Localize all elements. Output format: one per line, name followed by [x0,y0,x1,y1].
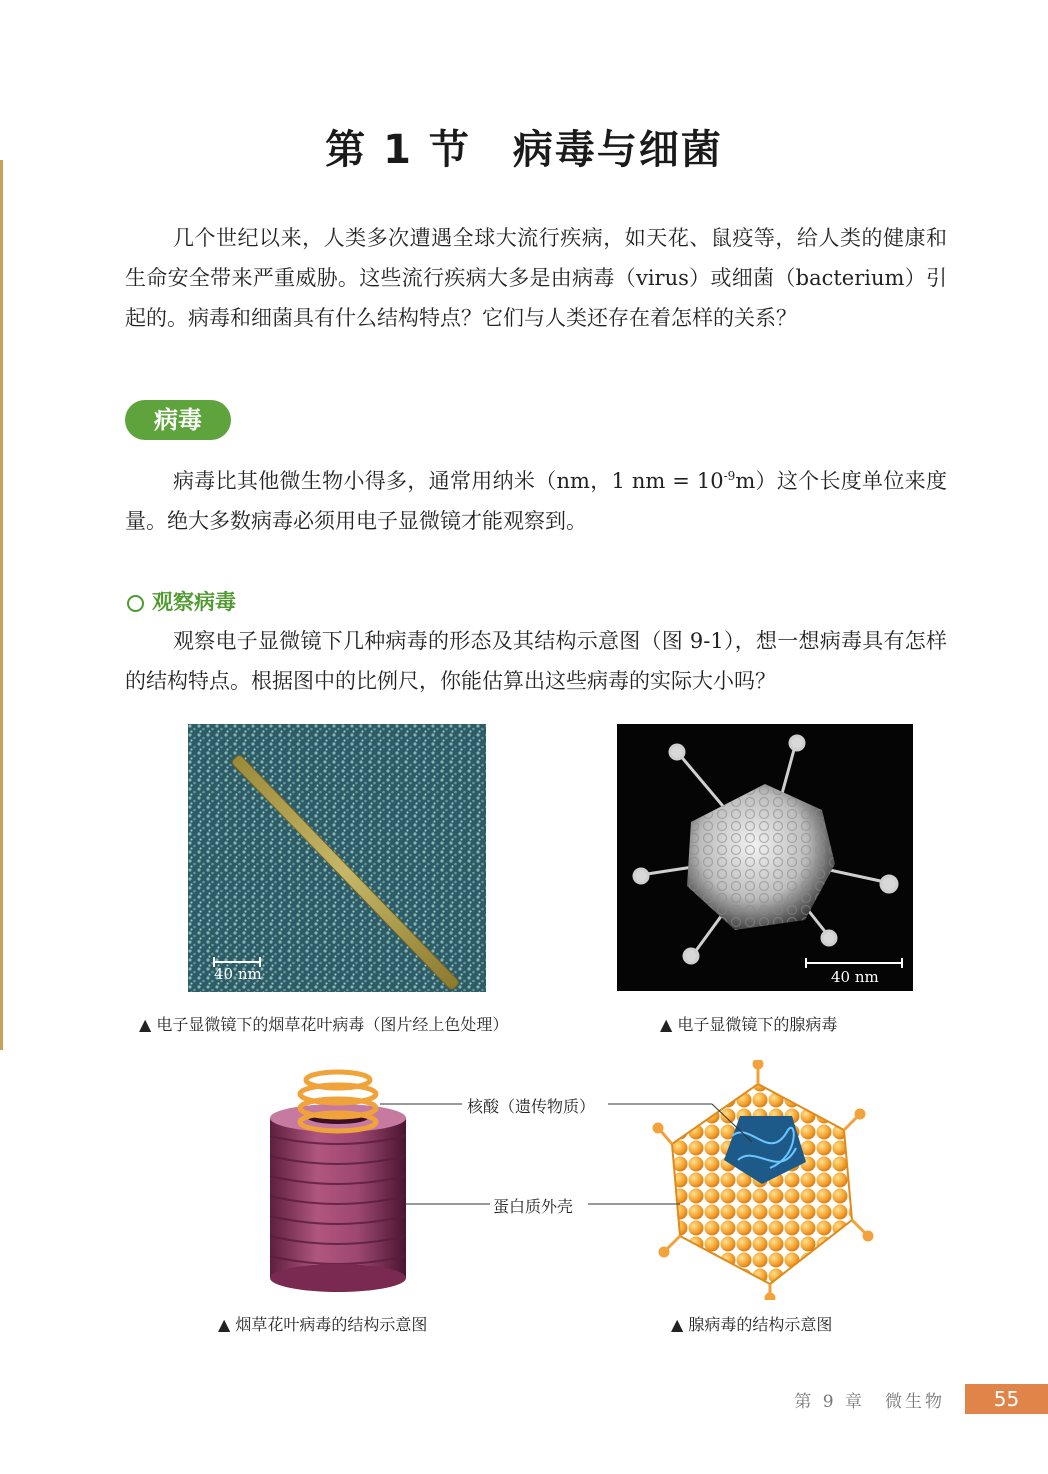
tmv-micrograph-image [188,724,486,992]
adeno-diagram-caption: ▲ 腺病毒的结构示意图 [671,1315,833,1334]
tmv-micrograph [188,724,486,992]
virus-size-text-a: 病毒比其他微生物小得多，通常用纳米（nm，1 nm = 10 [173,469,724,493]
activity-paragraph: 观察电子显微镜下几种病毒的形态及其结构示意图（图 9-1），想一想病毒具有怎样的结构特点。根据图中的比例尺，你能估算出这些病毒的实际大小吗？ [125,629,947,693]
activity-heading [127,586,236,616]
adeno-scale-label: 40 nm [831,968,879,986]
footer-chapter: 第 9 章 微生物 [794,1392,945,1412]
activity-heading-text: 观察病毒 [152,590,236,614]
adenovirus-micrograph [617,724,913,991]
adenovirus-icosahedron-diagram [654,1060,872,1300]
tmv-cylinder-diagram [270,1072,406,1292]
tmv-photo-caption: ▲ 电子显微镜下的烟草花叶病毒（图片经上色处理） [139,1015,509,1034]
page-edge-line [0,160,3,1050]
tmv-diagram-caption: ▲ 烟草花叶病毒的结构示意图 [218,1315,428,1334]
section-heading-virus: 病毒 [125,400,231,440]
adeno-photo-caption: ▲ 电子显微镜下的腺病毒 [660,1015,838,1034]
circle-bullet-icon [127,595,144,612]
exponent: -9 [723,469,736,483]
page-number: 55 [965,1384,1048,1414]
adenovirus-micrograph-image [617,724,913,991]
virus-size-text-b: m）这个长度单位来度量。绝大多数病毒必须用电子显微镜才能观察到。 [125,469,947,533]
nucleic-acid-label: 核酸（遗传物质） [464,1094,598,1117]
virus-size-paragraph [125,461,947,541]
intro-paragraph: 几个世纪以来，人类多次遭遇全球大流行疾病，如天花、鼠疫等，给人类的健康和生命安全带来严重威胁。这些流行疾病大多是由病毒（virus）或细菌（bacterium）引起的。病毒和细菌具有什么结构特点？它们与人类还存在着怎样的关系？ [125,226,947,330]
protein-coat-label: 蛋白质外壳 [490,1194,576,1217]
page-title: 第 1 节 病毒与细菌 [325,127,723,173]
tmv-scale-label: 40 nm [214,965,262,983]
